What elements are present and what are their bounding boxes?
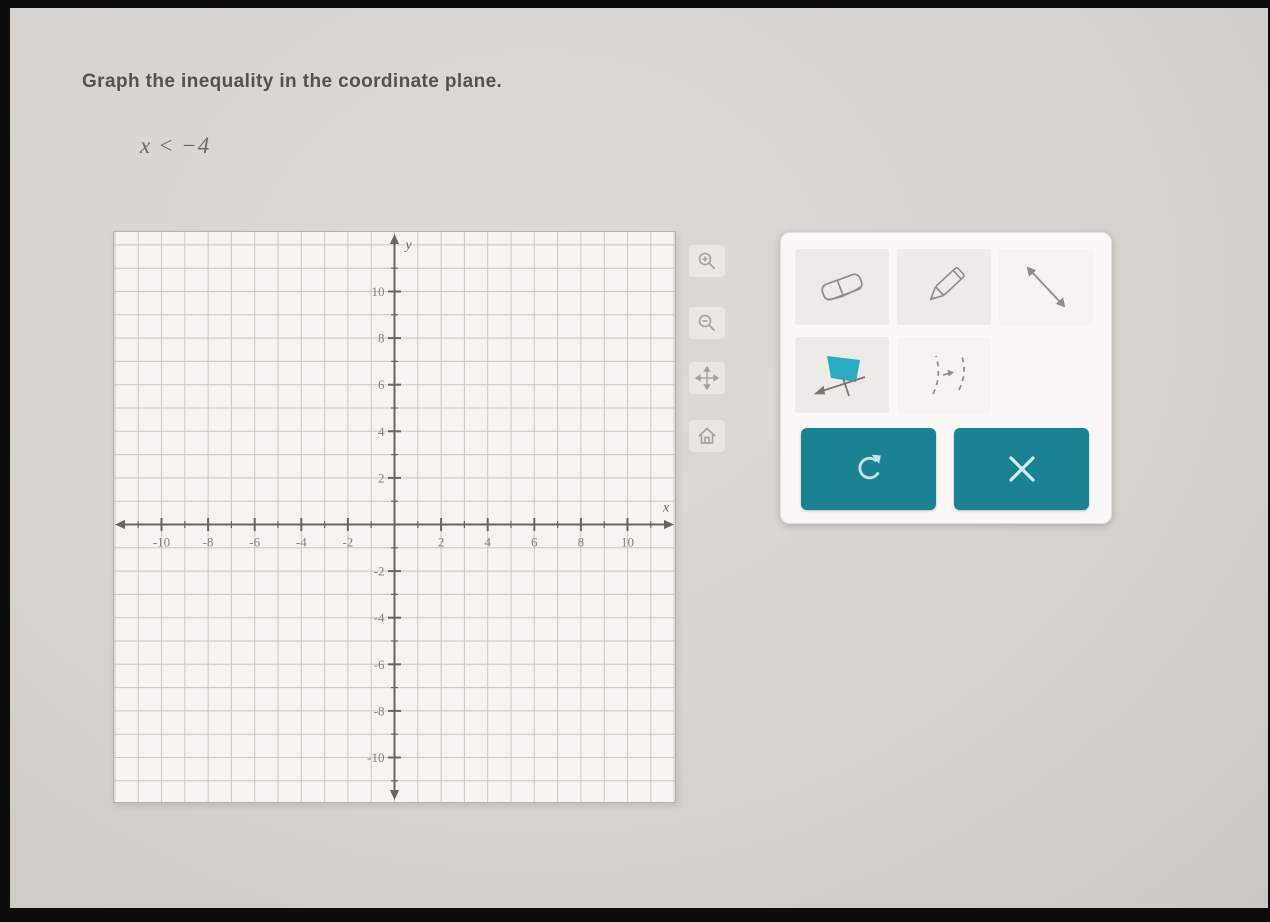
svg-text:6: 6 [378,377,385,393]
line-tool[interactable] [999,249,1093,325]
pencil-icon [918,262,970,312]
svg-text:-6: -6 [373,656,385,672]
dashed-line-icon [916,350,972,400]
line-segment-icon [1020,262,1072,312]
close-x-icon [1004,451,1040,487]
empty-tool-cell [999,337,1093,413]
svg-text:-10: -10 [152,534,171,550]
page-background [10,8,1268,908]
svg-text:-10: -10 [367,750,385,765]
magnifier-minus-icon [696,312,718,334]
move-arrows-icon [695,366,719,390]
svg-text:2: 2 [378,470,385,486]
undo-arrow-icon [848,447,890,491]
dash-style-tool[interactable] [897,337,991,413]
svg-text:10: 10 [371,284,385,299]
svg-text:-4: -4 [295,534,307,550]
svg-text:-2: -2 [373,563,385,579]
undo-button[interactable] [801,428,936,510]
svg-text:y: y [405,238,412,253]
svg-text:-8: -8 [373,703,385,719]
zoom-in-button[interactable] [689,245,725,277]
svg-text:-2: -2 [342,534,354,550]
clear-button[interactable] [954,428,1089,510]
svg-text:x: x [663,500,670,516]
shaded-region-icon [814,350,870,400]
palette-buttons [795,428,1095,510]
svg-text:2: 2 [437,534,445,550]
pencil-tool[interactable] [897,249,991,325]
magnifier-plus-icon [696,250,718,272]
svg-text:6: 6 [531,534,538,550]
reset-view-button[interactable] [689,420,725,452]
question-prompt: Graph the inequality in the coordinate plane. [82,71,503,92]
tool-grid [795,249,1095,413]
svg-text:8: 8 [378,330,385,346]
svg-text:-4: -4 [373,610,385,626]
inequality-expression: x < −4 [140,133,211,158]
eraser-icon [815,263,869,311]
eraser-tool[interactable] [795,249,889,325]
svg-text:-8: -8 [202,534,214,550]
svg-text:4: 4 [484,534,491,550]
home-icon [695,424,719,448]
svg-text:10: 10 [621,534,634,550]
svg-text:-6: -6 [249,534,261,550]
svg-text:4: 4 [378,423,385,439]
coordinate-grid-svg[interactable] [114,232,675,802]
half-plane-tool[interactable] [795,337,889,413]
tool-palette [780,232,1112,524]
pan-button[interactable] [689,362,725,394]
coordinate-grid[interactable] [113,231,676,803]
svg-text:8: 8 [577,534,585,550]
zoom-out-button[interactable] [689,307,725,339]
